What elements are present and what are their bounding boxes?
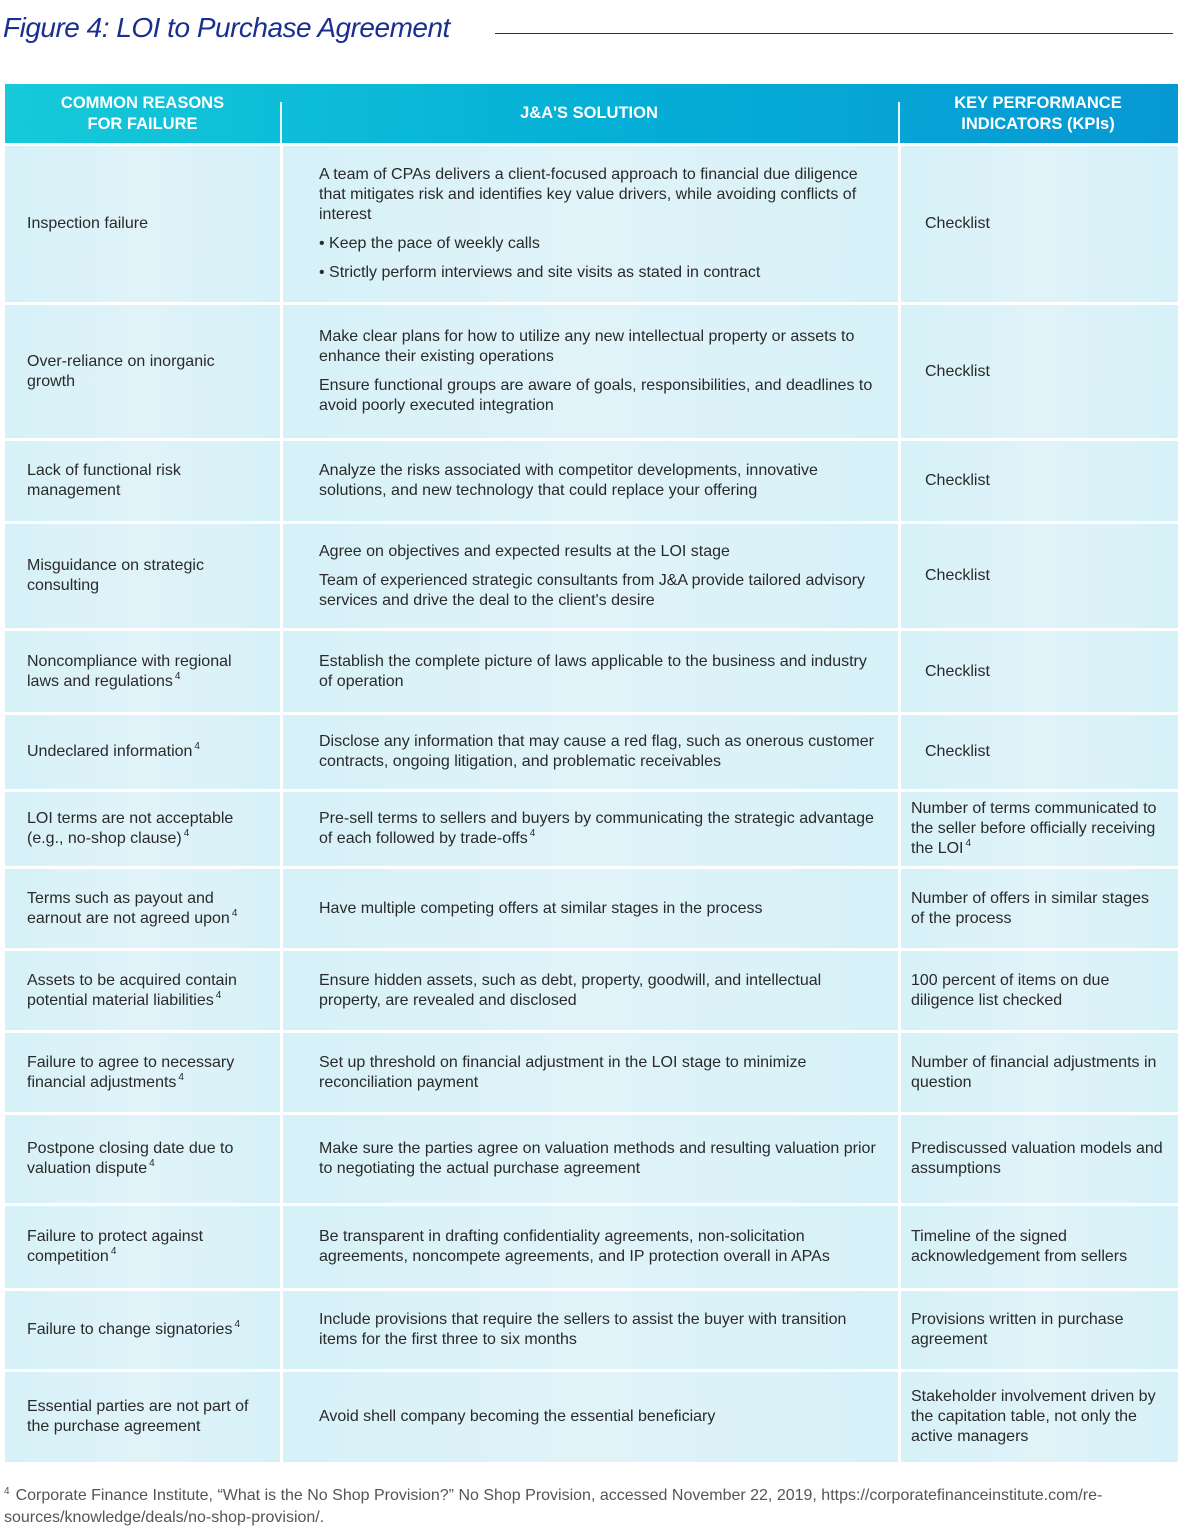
- footnote-ref: 4: [215, 989, 222, 1001]
- reason-cell: [5, 305, 280, 438]
- solution-paragraph: Pre-sell terms to sellers and buyers by communicating the strategic advantage of each followed by trade-offs $^4$: [319, 810, 874, 847]
- footnote: [4, 1481, 1174, 1529]
- solution-cell: [280, 869, 898, 948]
- table-row: [5, 143, 1178, 302]
- footnote-ref: 4: [194, 741, 200, 752]
- kpi-text: Number of financial adjustments in question: [911, 1053, 1157, 1091]
- kpi-cell: [898, 1115, 1178, 1203]
- footnote-text: Corporate Finance Institute, “What is the No Shop Provision?” No Shop Provision, accessed November 22, 2019, https://corporatefinanceinstitute.com/re-sources/knowledge/deals/no-shop-provision/.: [4, 1487, 1103, 1526]
- header-reasons-label: COMMON REASONS FOR FAILURE: [60, 93, 225, 133]
- solution-paragraph: Ensure hidden assets, such as debt, property, goodwill, and intellectual property, are revealed and disclosed: [319, 971, 822, 1009]
- solution-paragraph: A team of CPAs delivers a client-focused approach to financial due diligence that mitigates risk and identifies key value drivers, while avoiding conflicts of interest: [319, 166, 858, 223]
- kpi-text: Timeline of the signed acknowledgement from sellers: [911, 1228, 1128, 1265]
- solution-cell: [280, 305, 898, 438]
- reason-cell: [5, 792, 280, 866]
- kpi-text: Number of offers in similar stages of the process: [911, 889, 1150, 927]
- header-solution: [280, 84, 898, 143]
- kpi-cell: [898, 524, 1178, 628]
- solution-paragraph: Be transparent in drafting confidentiality agreements, non-solicitation agreements, noncompete agreements, and IP protection overall in APAs: [319, 1228, 830, 1265]
- reason-cell: [5, 1033, 280, 1112]
- reason-text: Inspection failure: [27, 215, 148, 232]
- kpi-cell: [898, 305, 1178, 438]
- kpi-cell: [898, 951, 1178, 1030]
- kpi-text: Number of terms communicated to the seller before officially receiving the LOI $^4$: [911, 800, 1157, 857]
- reason-cell: [5, 1372, 280, 1462]
- solution-cell: [280, 715, 898, 789]
- solution-cell: [280, 146, 898, 302]
- table-row: [5, 712, 1178, 789]
- kpi-text: Checklist: [925, 662, 990, 680]
- kpi-cell: [898, 631, 1178, 712]
- solution-paragraph: Include provisions that require the sellers to assist the buyer with transition items for the first three to six months: [319, 1311, 847, 1348]
- table-row: [5, 302, 1178, 438]
- reason-text: Lack of functional risk management: [27, 462, 181, 499]
- header-kpis: [898, 84, 1178, 143]
- solution-cell: [280, 792, 898, 866]
- table-row: [5, 628, 1178, 712]
- kpi-cell: [898, 869, 1178, 948]
- reason-text: Failure to change signatories $^4$: [27, 1319, 241, 1338]
- header-solution-label: J&A'S SOLUTION: [520, 104, 658, 122]
- solution-paragraph: Ensure functional groups are aware of goals, responsibilities, and deadlines to avoid poorly executed integration: [319, 377, 873, 414]
- kpi-cell: [898, 715, 1178, 789]
- reason-text: Undeclared information $^4$: [27, 741, 200, 760]
- solution-paragraph: Avoid shell company becoming the essential beneficiary: [319, 1408, 716, 1425]
- kpi-text: Checklist: [925, 743, 990, 760]
- reason-cell: [5, 1291, 280, 1369]
- table-row: [5, 1369, 1178, 1462]
- kpi-text: Stakeholder involvement driven by the capitation table, not only the active managers: [911, 1388, 1156, 1445]
- kpi-cell: [898, 441, 1178, 521]
- solution-cell: [280, 1033, 898, 1112]
- kpi-cell: [898, 1033, 1178, 1112]
- kpi-cell: [898, 1206, 1178, 1288]
- reason-cell: [5, 715, 280, 789]
- reason-text: Failure to protect against competition $^4$: [27, 1228, 204, 1265]
- table-row: [5, 438, 1178, 521]
- table-header: [5, 84, 1178, 143]
- kpi-text: 100 percent of items on due diligence list checked: [911, 971, 1110, 1009]
- footnote-ref: 4: [234, 1319, 241, 1330]
- kpi-text: Prediscussed valuation models and assumptions: [911, 1140, 1163, 1177]
- reason-text: Assets to be acquired contain potential material liabilities $^4$: [27, 971, 237, 1009]
- table-row: [5, 789, 1178, 866]
- solution-bullet: • Strictly perform interviews and site visits as stated in contract: [319, 263, 876, 283]
- header-reasons: [5, 84, 280, 143]
- solution-paragraph: Have multiple competing offers at similar stages in the process: [319, 899, 763, 917]
- kpi-cell: [898, 146, 1178, 302]
- footnote-ref: 4: [178, 1071, 184, 1083]
- header-kpis-label: KEY PERFORMANCE INDICATORS (KPIs): [954, 93, 1122, 133]
- footnote-number: 4: [4, 1486, 10, 1497]
- solution-bullet: • Keep the pace of weekly calls: [319, 234, 876, 254]
- kpi-cell: [898, 1372, 1178, 1462]
- solution-paragraph: Make sure the parties agree on valuation methods and resulting valuation prior to negotiating the actual purchase agreement: [319, 1140, 876, 1177]
- table-row: [5, 1203, 1178, 1288]
- reason-cell: [5, 524, 280, 628]
- table-row: [5, 1112, 1178, 1203]
- solution-cell: [280, 1291, 898, 1369]
- table-body: [5, 143, 1178, 1462]
- reason-cell: [5, 1206, 280, 1288]
- reason-text: Failure to agree to necessary financial adjustments $^4$: [27, 1053, 235, 1091]
- reason-cell: [5, 869, 280, 948]
- reason-text: Terms such as payout and earnout are not agreed upon $^4$: [27, 889, 238, 927]
- table-row: [5, 948, 1178, 1030]
- title-rule: [495, 33, 1173, 34]
- reason-cell: [5, 951, 280, 1030]
- kpi-text: Checklist: [925, 567, 990, 584]
- reason-cell: [5, 1115, 280, 1203]
- solution-cell: [280, 441, 898, 521]
- loi-table: [5, 84, 1178, 1462]
- footnote-ref: 4: [529, 828, 536, 839]
- reason-text: Noncompliance with regional laws and regulations $^4$: [27, 652, 232, 690]
- table-row: [5, 866, 1178, 948]
- solution-cell: [280, 1372, 898, 1462]
- kpi-text: Checklist: [925, 362, 990, 380]
- reason-text: LOI terms are not acceptable (e.g., no-shop clause) $^4$: [27, 810, 234, 847]
- kpi-text: Provisions written in purchase agreement: [911, 1311, 1124, 1348]
- footnote-ref: 4: [174, 670, 181, 682]
- solution-paragraph: Team of experienced strategic consultants from J&A provide tailored advisory services and drive the deal to the client's desire: [319, 571, 866, 609]
- table-row: [5, 1288, 1178, 1369]
- solution-paragraph: Set up threshold on financial adjustment in the LOI stage to minimize reconciliation payment: [319, 1053, 807, 1091]
- reason-cell: [5, 441, 280, 521]
- reason-text: Postpone closing date due to valuation dispute $^4$: [27, 1140, 234, 1177]
- footnote-ref: 4: [110, 1246, 117, 1257]
- solution-cell: [280, 524, 898, 628]
- reason-text: Misguidance on strategic consulting: [27, 557, 204, 594]
- kpi-cell: [898, 1291, 1178, 1369]
- footnote-ref: 4: [149, 1158, 155, 1169]
- reason-cell: [5, 631, 280, 712]
- solution-cell: [280, 1115, 898, 1203]
- table-row: [5, 1030, 1178, 1112]
- reason-text: Essential parties are not part of the purchase agreement: [27, 1398, 249, 1435]
- kpi-text: Checklist: [925, 472, 990, 489]
- solution-paragraph: Analyze the risks associated with competitor developments, innovative solutions, and new technology that could replace your offering: [319, 462, 818, 499]
- solution-cell: [280, 951, 898, 1030]
- footnote-ref: 4: [965, 838, 972, 849]
- kpi-text: Checklist: [925, 215, 990, 232]
- solution-paragraph: Make clear plans for how to utilize any new intellectual property or assets to enhance their existing operations: [319, 328, 855, 365]
- solution-paragraph: Establish the complete picture of laws applicable to the business and industry of operation: [319, 652, 867, 690]
- solution-cell: [280, 631, 898, 712]
- solution-paragraph: Disclose any information that may cause a red flag, such as onerous customer contracts, ongoing litigation, and problematic receivables: [319, 733, 874, 770]
- figure-title: Figure 4: LOI to Purchase Agreement: [3, 12, 450, 43]
- footnote-ref: 4: [183, 828, 190, 839]
- table-row: [5, 521, 1178, 628]
- kpi-cell: [898, 792, 1178, 866]
- footnote-ref: 4: [231, 907, 238, 919]
- reason-text: Over-reliance on inorganic growth: [27, 352, 215, 390]
- reason-cell: [5, 146, 280, 302]
- solution-paragraph: Agree on objectives and expected results at the LOI stage: [319, 542, 730, 560]
- solution-cell: [280, 1206, 898, 1288]
